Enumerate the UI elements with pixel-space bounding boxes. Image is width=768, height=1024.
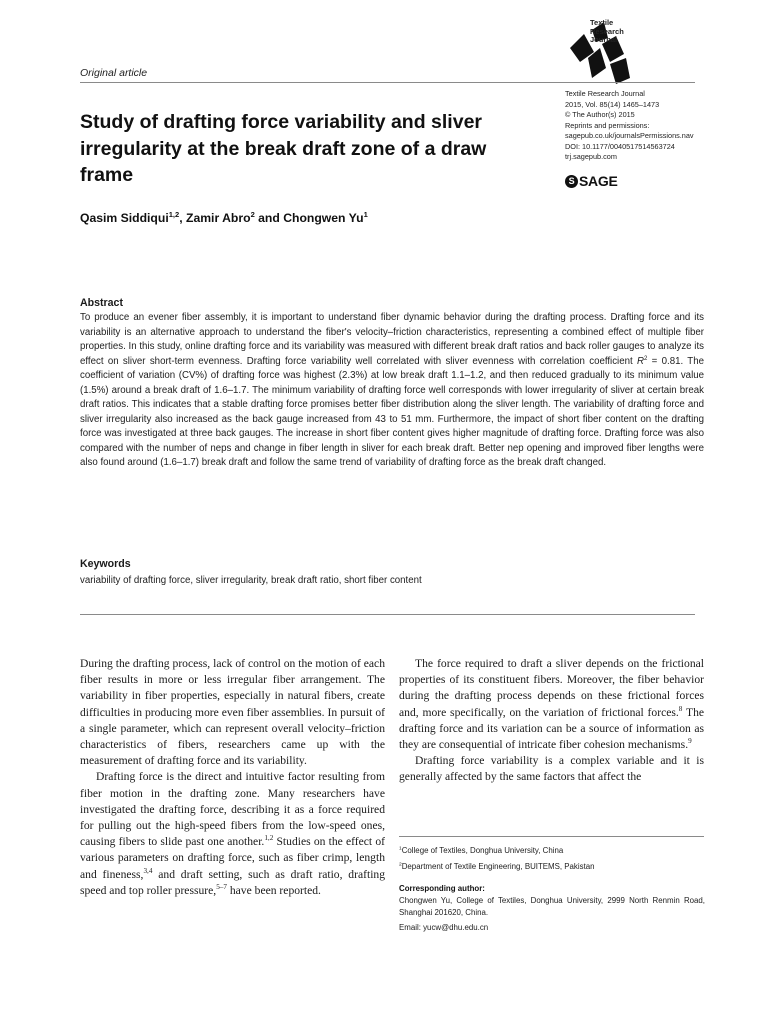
body-paragraph — [80, 769, 385, 899]
affiliation-text: Department of Textile Engineering, BUITEMS, Pakistan — [401, 862, 595, 871]
citation-marker[interactable]: 1,2 — [264, 834, 274, 843]
header-divider — [80, 82, 695, 83]
keywords-list: variability of drafting force, sliver irregularity, break draft ratio, short fiber content — [80, 575, 422, 586]
author-name: Chongwen Yu — [283, 211, 364, 225]
author-affiliation-marker: 1,2 — [168, 209, 180, 219]
body-paragraph: Drafting force variability is a complex variable and it is generally affected by the same factors that affect the — [399, 754, 704, 784]
author-affiliation-marker: 1 — [363, 209, 368, 219]
citation-marker[interactable]: 5–7 — [216, 882, 227, 891]
publisher-logo-text: SAGE — [579, 173, 618, 189]
section-divider — [80, 614, 695, 615]
corresponding-author-heading: Corresponding author: — [399, 884, 485, 893]
journal-logo-line: Journal — [590, 35, 618, 44]
body-column-right — [399, 656, 704, 786]
author-name: Qasim Siddiqui — [80, 211, 169, 225]
sage-circle-icon: S — [565, 175, 578, 188]
meta-doi[interactable]: DOI: 10.1177/0040517514563724 — [565, 141, 675, 151]
affiliation-item — [399, 843, 709, 859]
meta-journal-name: Textile Research Journal — [565, 89, 645, 98]
meta-reprints: Reprints and permissions: — [565, 120, 650, 130]
paragraph-text: have been reported. — [226, 883, 321, 897]
body-paragraph — [399, 656, 704, 753]
journal-logo-line: Textile — [590, 18, 614, 27]
journal-metadata — [565, 89, 694, 163]
affiliations — [399, 843, 709, 875]
citation-marker[interactable]: 3,4 — [143, 866, 153, 875]
author-name: Zamir Abro — [186, 211, 251, 225]
article-type-label: Original article — [80, 67, 148, 79]
abstract-body — [80, 311, 704, 471]
affiliation-marker: 2 — [399, 862, 402, 868]
citation-marker[interactable]: 9 — [688, 737, 692, 746]
journal-logo-text — [590, 19, 624, 45]
meta-copyright: © The Author(s) 2015 — [565, 110, 635, 119]
body-paragraph: During the drafting process, lack of control on the motion of each fiber results in more or less irregular fiber arrangement. The variability in fiber properties, especially in natural fibers, create difficulties in producing more even fiber assemblies. In pursuit of a single parameter, which can represent overall velocity–friction characteristics of fibers, researchers came up with the measurement of drafting force and its variability. — [80, 657, 385, 768]
abstract-text-part: To produce an evener fiber assembly, it is important to understand fiber dynamic behavior during the drafting process. Drafting force and its variability is an alternative approach to understand the fiber's velocity–friction characteristics, representing a combined effect of multiple fiber properties. In this study, online drafting force and its variability was measured with different break draft ratios and back roller gauges to analyze its effect on sliver short-term evenness. Drafting force variability well correlated with sliver evenness with correlation coefficient — [80, 312, 704, 367]
abstract-heading: Abstract — [80, 297, 123, 309]
paragraph-text: The drafting force and its variation can be a source of information as they are consequential of intricate fiber cohesion mechanisms. — [399, 705, 705, 752]
paragraph-text: and draft setting, such as draft ratio, drafting speed and top roller pressure, — [80, 867, 386, 897]
affiliation-marker: 1 — [399, 846, 402, 852]
author-separator: and — [254, 211, 284, 225]
article-title: Study of drafting force variability and sliver irregularity at the break draft zone of a draw frame — [80, 111, 487, 186]
publisher-logo — [565, 173, 617, 189]
meta-permissions-link[interactable]: sagepub.co.uk/journalsPermissions.nav — [565, 131, 694, 140]
keywords-heading: Keywords — [80, 558, 131, 570]
citation-marker[interactable]: 8 — [678, 704, 683, 713]
author-separator: , — [179, 211, 186, 225]
paragraph-text: The force required to draft a sliver depends on the frictional properties of its constituent fibers. Moreover, the fiber behavior during the drafting process depends on these frictional forces and, more specifically, on the variation of frictional forces. — [399, 657, 704, 719]
paragraph-text: Studies on the effect of various parameters on drafting force, such as fiber crimp, length and fineness, — [80, 835, 385, 881]
meta-volume: 2015, Vol. 85(14) 1465–1473 — [565, 99, 660, 109]
abstract-text-part: = 0.81. The coefficient of variation (CV%) of drafting force was highest (2.3%) at low break draft 1.1–1.2, and then reduced gradually to its minimum value (1.5%) around a break draft of 1.6–1.7. The minimum variability of drafting force well corresponds with lower irregularity of sliver at certain break draft ratios. This indicates that a stable drafting force promises better fiber distribution along the sliver length. The variability of drafting force and sliver irregularity also increased as the back gauge increased from 43 to 51 mm. Furthermore, the impact of short fiber content on the drafting force was investigated at three back gauges. The increase in short fiber content gives higher magnitude of drafting force. Drafting force was also compared with the number of neps and change in fiber length in sliver for each break draft. Better nep opening and improved fiber lengths were also found around (1.6–1.7) break draft and follow the same trend of variability of drafting force as the break draft changed. — [80, 355, 704, 468]
journal-logo-line: Research — [590, 26, 624, 36]
author-affiliation-marker: 2 — [250, 209, 255, 219]
affiliation-text: College of Textiles, Donghua University, China — [401, 846, 564, 855]
corresponding-author-email[interactable]: Email: yucw@dhu.edu.cn — [399, 923, 489, 932]
body-column-left — [80, 656, 385, 899]
meta-journal-url[interactable]: trj.sagepub.com — [565, 152, 617, 161]
corresponding-author-address: Chongwen Yu, College of Textiles, Donghua University, 2999 North Renmin Road, Shanghai 201620, China. — [399, 896, 705, 917]
correlation-symbol: R — [637, 355, 644, 367]
paragraph-text: Drafting force is the direct and intuitive factor resulting from fiber motion in the drafting zone. Many researchers have investigated the drafting force, describing it as a force required for pulling out the high-speed fibers from the low-speed ones, causing fibers to slide past one another. — [80, 770, 385, 849]
correlation-exponent: 2 — [644, 355, 648, 362]
footnote-divider — [399, 836, 704, 837]
affiliation-item — [399, 859, 709, 875]
author-list — [80, 211, 368, 225]
